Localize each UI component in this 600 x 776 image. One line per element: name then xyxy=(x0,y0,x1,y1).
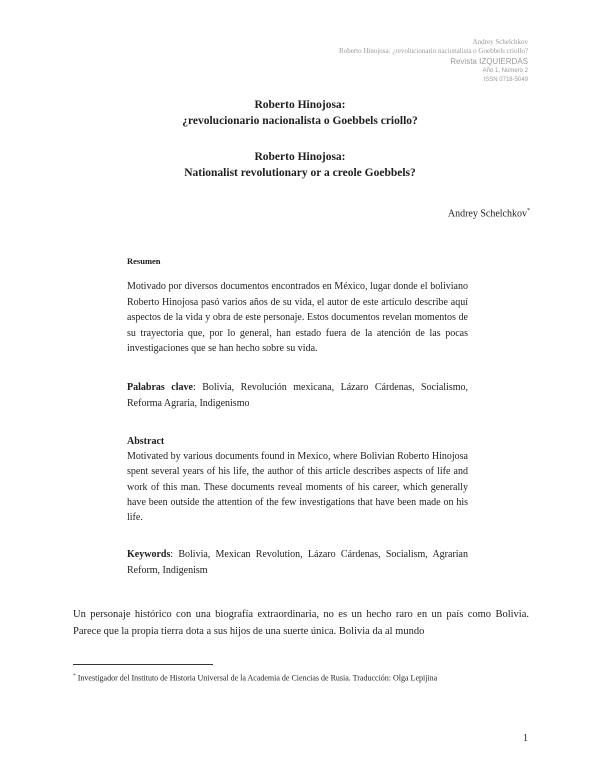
abstract-heading: Abstract xyxy=(127,436,165,447)
resumen-paragraph: Motivado por diversos documentos encontrados en México, lugar donde el boliviano Roberto Hinojosa pasó varios años de su vida, el autor de este artículo describe aquí aspectos de la vida y obra de este personaje. Estos documentos revelan momentos de su trayectoria que, por lo general, han estado fuera de la atención de las pocas investigaciones que se han hecho sobre su vida. xyxy=(127,281,468,354)
title-english-line2: Nationalist revolutionary or a creole Goebbels? xyxy=(184,167,416,179)
body-paragraph: Un personaje histórico con una biografía extraordinaria, no es un hecho raro en un país como Bolivia. Parece que la propia tierra dota a sus hijos de una suerte única. Bolivia da al mundo xyxy=(73,609,529,637)
title-english xyxy=(0,149,600,181)
keywords-english-text: : Bolivia, Mexican Revolution, Lázaro Cárdenas, Socialism, Agrarian Reform, Indigenism xyxy=(127,549,468,576)
header-issue: Año 1, Número 2 xyxy=(482,68,528,74)
header-author: Andrey Schelchkov xyxy=(472,38,528,46)
header-running-title: Roberto Hinojosa: ¿revolucionario nacionalista o Goebbels criollo? xyxy=(339,47,528,55)
title-spanish-line2: ¿revolucionario nacionalista o Goebbels criollo? xyxy=(182,115,418,127)
abstract-paragraph: Motivated by various documents found in Mexico, where Bolivian Roberto Hinojosa spent several years of his life, the author of this article describes aspects of life and work of this man. These documents reveal moments of his career, which generally have been outside the attention of the few investigations that have been made on his life. xyxy=(127,451,468,524)
keywords-spanish-text: : Bolivia, Revolución mexicana, Lázaro Cárdenas, Socialismo, Reforma Agraria, Indigenismo xyxy=(127,382,468,409)
keywords-english-label: Keywords xyxy=(127,549,171,560)
page-number: 1 xyxy=(523,733,528,744)
title-english-line1: Roberto Hinojosa: xyxy=(254,151,346,163)
author-name xyxy=(448,208,530,219)
title-spanish xyxy=(0,97,600,129)
keywords-spanish xyxy=(127,380,468,411)
author-name-text: Andrey Schelchkov xyxy=(447,208,527,220)
keywords-english xyxy=(127,547,468,578)
header-journal: Revista IZQUIERDAS xyxy=(450,57,528,66)
header-issn: ISSN 0718-5049 xyxy=(483,77,528,83)
footnote-text: Investigador del Instituto de Historia Universal de la Academia de Ciencias de Rusia. Traducción: Olga Lepijina xyxy=(75,673,438,683)
resumen-heading: Resumen xyxy=(127,256,161,266)
author-footnote-mark: * xyxy=(527,208,530,214)
title-spanish-line1: Roberto Hinojosa: xyxy=(254,99,346,111)
footnote xyxy=(73,670,529,685)
keywords-spanish-label: Palabras clave xyxy=(127,382,193,393)
footnote-mark: * xyxy=(73,673,76,679)
footnote-divider xyxy=(73,664,213,665)
